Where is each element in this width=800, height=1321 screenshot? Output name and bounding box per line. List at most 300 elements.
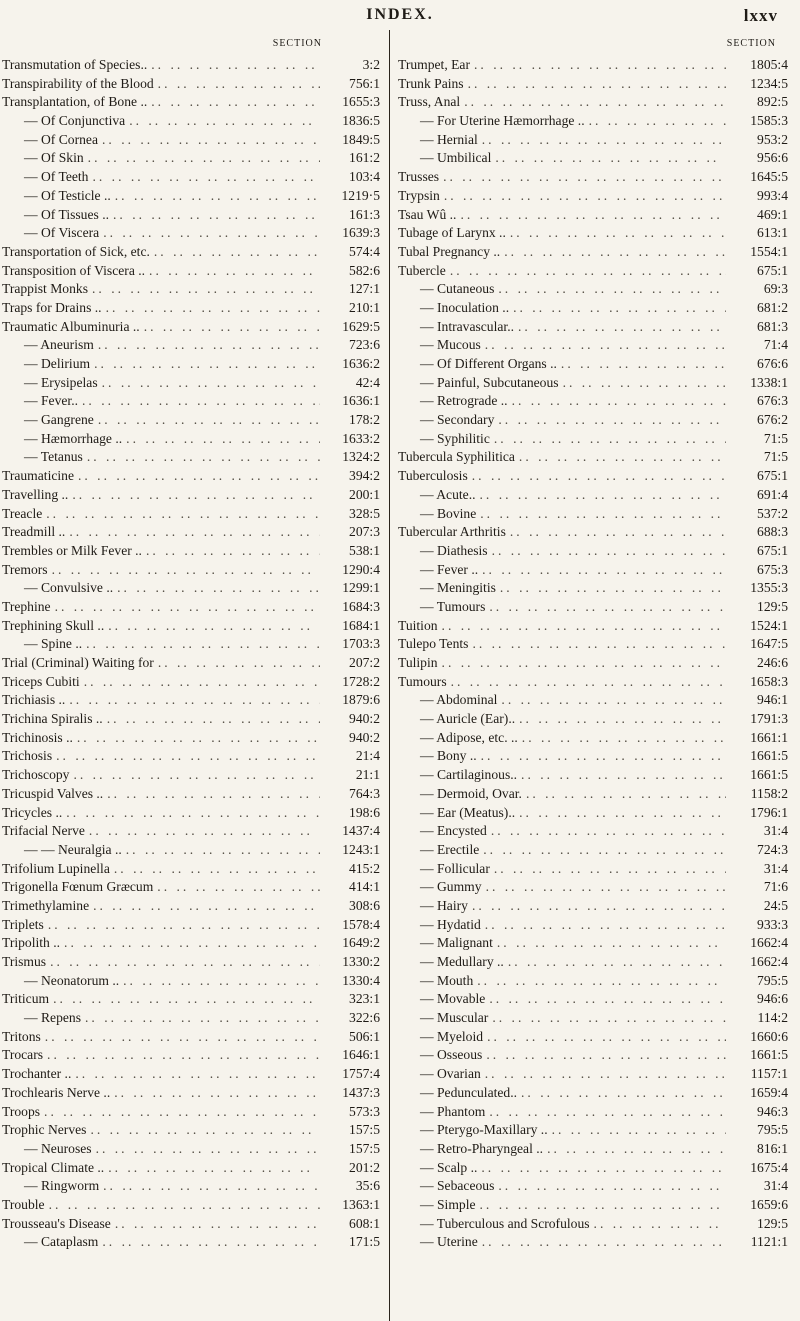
entry-section-ref: 21:4 <box>355 748 380 764</box>
index-entry <box>2 1121 382 1140</box>
leader-dots <box>506 224 726 243</box>
index-entry <box>398 953 788 972</box>
entry-section-ref: 940:2 <box>349 729 380 745</box>
entry-section-ref: 1363:1 <box>342 1196 380 1212</box>
index-entry <box>2 804 382 823</box>
entry-term: — Of Tissues .. <box>24 206 109 222</box>
leader-dots <box>111 1215 320 1234</box>
entry-section-ref: 1324:2 <box>342 449 380 465</box>
index-entry <box>398 878 788 897</box>
leader-dots <box>464 75 726 94</box>
entry-term: Trismus <box>2 954 47 969</box>
entry-section-ref: 1661:1 <box>750 729 788 745</box>
entry-term: Trichoscopy <box>2 767 70 783</box>
entry-term: — Phantom <box>420 1103 486 1119</box>
index-entry <box>398 1065 788 1084</box>
entry-term: Trypsin <box>398 187 440 203</box>
leader-dots <box>478 131 726 150</box>
entry-section-ref: 1157:1 <box>750 1066 788 1082</box>
entry-term: — For Uterine Hæmorrhage .. <box>420 113 585 129</box>
entry-term: Tritons <box>2 1028 41 1044</box>
entry-section-ref: 956:6 <box>757 150 788 166</box>
index-entry <box>398 1084 788 1103</box>
index-entry <box>2 1028 382 1047</box>
index-entry <box>398 1140 788 1159</box>
leader-dots <box>44 916 320 935</box>
index-entry <box>2 990 382 1009</box>
entry-section-ref: 1645:5 <box>750 169 788 185</box>
entry-term: Triplets <box>2 916 44 932</box>
entry-section-ref: 681:2 <box>757 299 788 315</box>
leader-dots <box>49 990 320 1009</box>
index-entry <box>2 1140 382 1159</box>
entry-section-ref: 1661:5 <box>750 767 788 783</box>
index-entry <box>398 1009 788 1028</box>
entry-section-ref: 756:1 <box>349 75 380 91</box>
leader-dots <box>40 1103 320 1122</box>
leader-dots <box>51 598 320 617</box>
entry-term: — Neuroses <box>24 1140 92 1156</box>
entry-section-ref: 946:6 <box>757 991 788 1007</box>
leader-dots <box>71 1065 320 1084</box>
index-entry <box>398 1103 788 1122</box>
entry-term: Transpirability of the Blood <box>2 75 154 91</box>
leader-dots <box>98 374 320 393</box>
entry-section-ref: 207:2 <box>349 655 380 670</box>
leader-dots <box>439 168 726 187</box>
entry-term: Tuition <box>398 617 438 633</box>
entry-section-ref: 1578:4 <box>342 916 380 932</box>
leader-dots <box>470 56 726 75</box>
entry-section-ref: 993:4 <box>757 187 788 203</box>
entry-term: — Delirium <box>24 356 91 371</box>
entry-term: — Of Cornea <box>24 131 98 147</box>
index-column-left <box>2 38 382 1252</box>
entry-section-ref: 1728:2 <box>342 673 380 689</box>
entry-section-ref: 114:2 <box>757 1010 788 1026</box>
page-number: lxxv <box>743 6 778 25</box>
leader-dots <box>99 224 320 243</box>
index-entry <box>2 56 382 75</box>
leader-dots <box>479 841 726 860</box>
index-entry <box>398 430 788 449</box>
leader-dots <box>508 392 726 411</box>
leader-dots <box>90 355 320 374</box>
index-entry <box>2 280 382 299</box>
index-entry <box>2 243 382 262</box>
leader-dots <box>147 93 320 112</box>
entry-term: Tulipin <box>398 655 438 670</box>
index-entry <box>2 75 382 94</box>
index-entry <box>2 1103 382 1122</box>
entry-term: — Tetanus <box>24 449 83 465</box>
leader-dots <box>490 860 726 879</box>
entry-term: — Erectile <box>420 841 480 857</box>
entry-term: — Follicular <box>420 860 490 876</box>
entry-term: Tubercular Arthritis <box>398 524 506 540</box>
index-entry <box>2 654 382 673</box>
index-entry <box>398 505 788 524</box>
entry-term: Trephine <box>2 598 51 614</box>
index-entry <box>2 486 382 505</box>
entry-section-ref: 816:1 <box>757 1140 788 1156</box>
index-entry <box>398 897 788 916</box>
entry-term: — Hæmorrhage .. <box>24 430 123 446</box>
entry-term: Truss, Anal <box>398 94 461 110</box>
entry-term: — Convulsive .. <box>24 580 114 596</box>
leader-dots <box>494 1177 726 1196</box>
entry-term: Trappist Monks <box>2 281 88 297</box>
leader-dots <box>515 804 726 823</box>
section-column-label: SECTION <box>726 38 776 49</box>
leader-dots <box>590 1215 726 1234</box>
index-entry <box>2 93 382 112</box>
leader-dots <box>500 243 726 262</box>
leader-dots <box>98 131 320 150</box>
leader-dots <box>438 617 726 636</box>
entry-section-ref: 414:1 <box>349 879 380 895</box>
leader-dots <box>65 691 320 710</box>
entry-section-ref: 1796:1 <box>750 804 788 820</box>
leader-dots <box>80 673 320 692</box>
index-entry <box>2 934 382 953</box>
leader-dots <box>104 617 320 636</box>
entry-section-ref: 675:1 <box>757 542 788 558</box>
leader-dots <box>476 1196 726 1215</box>
entry-section-ref: 795:5 <box>757 972 788 988</box>
entry-section-ref: 1636:2 <box>342 356 380 371</box>
entry-section-ref: 415:2 <box>349 860 380 876</box>
entry-section-ref: 31:4 <box>763 860 788 876</box>
leader-dots <box>82 635 320 654</box>
entry-term: — Of Viscera <box>24 225 100 241</box>
index-entry <box>2 299 382 318</box>
index-entry <box>2 206 382 225</box>
entry-term: — Scalp .. <box>420 1159 478 1175</box>
leader-dots <box>440 187 726 206</box>
entry-section-ref: 31:4 <box>763 1178 788 1194</box>
entry-section-ref: 1659:6 <box>750 1196 788 1212</box>
index-entry <box>398 1215 788 1234</box>
leader-dots <box>103 785 320 804</box>
index-entry <box>398 561 788 580</box>
entry-section-ref: 127:1 <box>349 281 380 297</box>
index-entry <box>2 112 382 131</box>
entry-section-ref: 675:3 <box>757 561 788 577</box>
leader-dots <box>460 93 726 112</box>
leader-dots <box>481 1065 726 1084</box>
entry-term: — Mouth <box>420 972 474 988</box>
entry-term: — Retro-Pharyngeal .. <box>420 1140 544 1156</box>
entry-section-ref: 1662:4 <box>750 954 788 969</box>
entry-section-ref: 1836:5 <box>342 113 380 129</box>
index-entry <box>398 804 788 823</box>
entry-term: Tripolith .. <box>2 935 61 951</box>
leader-dots <box>119 972 320 991</box>
leader-dots <box>122 841 320 860</box>
index-entry <box>398 617 788 636</box>
entry-section-ref: 933:3 <box>757 916 788 932</box>
entry-section-ref: 1849:5 <box>342 131 380 147</box>
entry-section-ref: 1675:4 <box>750 1159 788 1175</box>
index-entry <box>2 598 382 617</box>
entry-section-ref: 21:1 <box>355 767 380 783</box>
entry-section-ref: 1158:2 <box>750 785 788 801</box>
entry-section-ref: 201:2 <box>349 1159 380 1175</box>
leader-dots <box>153 878 320 897</box>
index-entry <box>2 822 382 841</box>
entry-term: Trembles or Milk Fever .. <box>2 542 142 558</box>
entry-term: Tulepo Tents <box>398 636 469 652</box>
index-entry <box>2 430 382 449</box>
entry-section-ref: 1330:4 <box>342 972 380 988</box>
entry-term: — Cutaneous <box>420 281 495 297</box>
leader-dots <box>483 1028 726 1047</box>
entry-section-ref: 1243:1 <box>342 841 380 857</box>
entry-section-ref: 1684:3 <box>342 598 380 614</box>
index-entry <box>2 785 382 804</box>
entry-section-ref: 1585:3 <box>750 113 788 129</box>
entry-section-ref: 1662:4 <box>750 935 788 951</box>
leader-dots <box>491 149 726 168</box>
index-entry <box>2 617 382 636</box>
entry-term: — Repens <box>24 1010 82 1026</box>
entry-term: — Hairy <box>420 897 468 913</box>
index-entry <box>398 691 788 710</box>
entry-section-ref: 1661:5 <box>750 748 788 764</box>
entry-term: — Malignant <box>420 935 493 951</box>
entry-term: Trigonella Fœnum Græcum <box>2 879 154 895</box>
entry-term: Trochlearis Nerve .. <box>2 1084 111 1100</box>
index-entry <box>398 374 788 393</box>
entry-section-ref: 613:1 <box>757 225 788 241</box>
leader-dots <box>488 542 726 561</box>
leader-dots <box>41 1028 320 1047</box>
entry-term: — Simple <box>420 1196 476 1212</box>
entry-term: Transplantation, of Bone .. <box>2 94 148 110</box>
entry-section-ref: 537:2 <box>757 505 788 521</box>
entry-term: — Painful, Subcutaneous <box>420 374 559 390</box>
entry-term: — Tumours <box>420 598 486 614</box>
index-entry <box>2 710 382 729</box>
entry-section-ref: 946:1 <box>757 692 788 708</box>
entry-term: — Fever.. <box>24 393 78 409</box>
leader-dots <box>482 1046 726 1065</box>
entry-section-ref: 1658:3 <box>750 673 788 689</box>
index-entry <box>2 897 382 916</box>
entry-section-ref: 688:3 <box>757 524 788 540</box>
entry-section-ref: 157:5 <box>349 1122 380 1138</box>
leader-dots <box>522 785 726 804</box>
leader-dots <box>476 486 727 505</box>
index-entry <box>398 448 788 467</box>
index-entry <box>398 1177 788 1196</box>
entry-term: Transportation of Sick, etc. <box>2 243 150 259</box>
entry-term: — Of Different Organs .. <box>420 356 557 371</box>
index-entry <box>398 542 788 561</box>
entry-term: Trial (Criminal) Waiting for <box>2 655 154 670</box>
leader-dots <box>46 953 320 972</box>
leader-dots <box>140 318 320 337</box>
leader-dots <box>78 392 320 411</box>
entry-term: Tuberculosis <box>398 468 468 484</box>
entry-term: — Dermoid, Ovar. <box>420 785 522 801</box>
entry-term: — Secondary <box>420 412 495 428</box>
entry-section-ref: 394:2 <box>349 468 380 484</box>
index-entry <box>2 766 382 785</box>
entry-section-ref: 1554:1 <box>750 243 788 259</box>
entry-section-ref: 469:1 <box>757 206 788 222</box>
leader-dots <box>515 448 726 467</box>
leader-dots <box>122 430 320 449</box>
entry-list-left <box>2 56 382 1252</box>
entry-term: Tubage of Larynx .. <box>398 225 506 241</box>
entry-section-ref: 1757:4 <box>342 1066 380 1082</box>
entry-section-ref: 198:6 <box>349 804 380 820</box>
entry-section-ref: 161:2 <box>349 150 380 166</box>
entry-section-ref: 35:6 <box>355 1178 380 1194</box>
entry-section-ref: 795:5 <box>757 1122 788 1138</box>
leader-dots <box>52 747 320 766</box>
entry-section-ref: 171:5 <box>349 1234 380 1250</box>
entry-section-ref: 31:4 <box>763 823 788 839</box>
index-entry <box>2 972 382 991</box>
index-entry <box>2 411 382 430</box>
index-entry <box>398 972 788 991</box>
index-entry <box>398 486 788 505</box>
entry-term: — Pterygo-Maxillary .. <box>420 1122 548 1138</box>
leader-dots <box>147 56 320 75</box>
index-entry <box>398 1028 788 1047</box>
entry-section-ref: 1684:1 <box>342 617 380 633</box>
leader-dots <box>88 168 320 187</box>
entry-section-ref: 157:5 <box>349 1140 380 1156</box>
index-entry <box>398 710 788 729</box>
entry-section-ref: 69:3 <box>763 281 788 297</box>
entry-section-ref: 1437:3 <box>342 1084 380 1100</box>
entry-term: — Of Conjunctiva <box>24 113 126 129</box>
leader-dots <box>81 1009 320 1028</box>
leader-dots <box>94 336 320 355</box>
leader-dots <box>150 243 320 262</box>
index-entry <box>2 149 382 168</box>
entry-term: — Abdominal <box>420 692 498 708</box>
index-entry <box>398 523 788 542</box>
entry-term: Tubal Pregnancy .. <box>398 243 501 259</box>
entry-section-ref: 103:4 <box>349 169 380 185</box>
entry-section-ref: 946:3 <box>757 1103 788 1119</box>
entry-section-ref: 1299:1 <box>342 580 380 596</box>
index-entry <box>2 691 382 710</box>
entry-term: Tricuspid Valves .. <box>2 785 104 801</box>
entry-term: — Mucous <box>420 337 481 353</box>
leader-dots <box>92 1140 320 1159</box>
entry-term: — Meningitis <box>420 580 496 596</box>
index-entry <box>2 448 382 467</box>
entry-term: — Hydatid <box>420 916 481 932</box>
index-entry <box>2 729 382 748</box>
index-entry <box>398 934 788 953</box>
leader-dots <box>496 579 726 598</box>
leader-dots <box>111 187 320 206</box>
leader-dots <box>142 542 320 561</box>
entry-term: Trifolium Lupinella <box>2 860 110 876</box>
leader-dots <box>477 747 726 766</box>
leader-dots <box>477 1159 726 1178</box>
entry-term: Travelling .. <box>2 486 69 502</box>
entry-section-ref: 574:4 <box>349 243 380 259</box>
entry-term: — — Neuralgia .. <box>24 841 122 857</box>
leader-dots <box>42 505 320 524</box>
index-entry <box>398 990 788 1009</box>
entry-section-ref: 71:6 <box>763 879 788 895</box>
leader-dots <box>478 561 726 580</box>
leader-dots <box>62 804 320 823</box>
entry-term: Trichina Spiralis .. <box>2 711 103 727</box>
leader-dots <box>68 486 320 505</box>
entry-term: Tubercle <box>398 262 446 278</box>
entry-section-ref: 200:1 <box>349 486 380 502</box>
index-entry <box>398 392 788 411</box>
leader-dots <box>478 1233 726 1252</box>
index-entry <box>2 1215 382 1234</box>
index-entry <box>398 766 788 785</box>
entry-section-ref: 608:1 <box>349 1215 380 1231</box>
entry-section-ref: 1879:6 <box>342 692 380 708</box>
index-entry <box>398 916 788 935</box>
entry-section-ref: 1636:1 <box>342 393 380 409</box>
index-entry <box>398 579 788 598</box>
index-entry <box>398 93 788 112</box>
entry-term: Trousseau's Disease <box>2 1215 111 1231</box>
entry-section-ref: 582:6 <box>349 262 380 278</box>
entry-section-ref: 1234:5 <box>750 75 788 91</box>
index-entry <box>2 1009 382 1028</box>
entry-section-ref: 764:3 <box>349 785 380 801</box>
index-entry <box>398 112 788 131</box>
index-entry <box>398 598 788 617</box>
entry-term: Transposition of Viscera .. <box>2 262 146 278</box>
entry-section-ref: 1659:4 <box>750 1084 788 1100</box>
entry-term: Traumaticine <box>2 468 74 484</box>
leader-dots <box>83 448 320 467</box>
leader-dots <box>468 897 726 916</box>
entry-term: — Pedunculated.. <box>420 1084 518 1100</box>
entry-term: Treadmill .. <box>2 524 66 540</box>
leader-dots <box>94 411 320 430</box>
leader-dots <box>494 411 726 430</box>
index-entry <box>2 561 382 580</box>
entry-section-ref: 1219·5 <box>341 187 380 203</box>
index-entry <box>2 355 382 374</box>
entry-term: Trouble <box>2 1196 45 1212</box>
index-column-right <box>398 38 788 1252</box>
entry-term: — Retrograde .. <box>420 393 508 409</box>
leader-dots <box>104 1159 320 1178</box>
entry-section-ref: 161:3 <box>349 206 380 222</box>
entry-term: Trumpet, Ear <box>398 57 470 72</box>
index-entry <box>2 860 382 879</box>
entry-section-ref: 723:6 <box>349 337 380 353</box>
index-entry <box>2 673 382 692</box>
leader-dots <box>548 1121 726 1140</box>
entry-term: Trichosis <box>2 748 53 764</box>
index-entry <box>2 579 382 598</box>
leader-dots <box>509 299 726 318</box>
entry-term: Tubercula Syphilitica <box>398 449 515 465</box>
entry-term: — Gangrene <box>24 412 94 428</box>
leader-dots <box>482 878 726 897</box>
